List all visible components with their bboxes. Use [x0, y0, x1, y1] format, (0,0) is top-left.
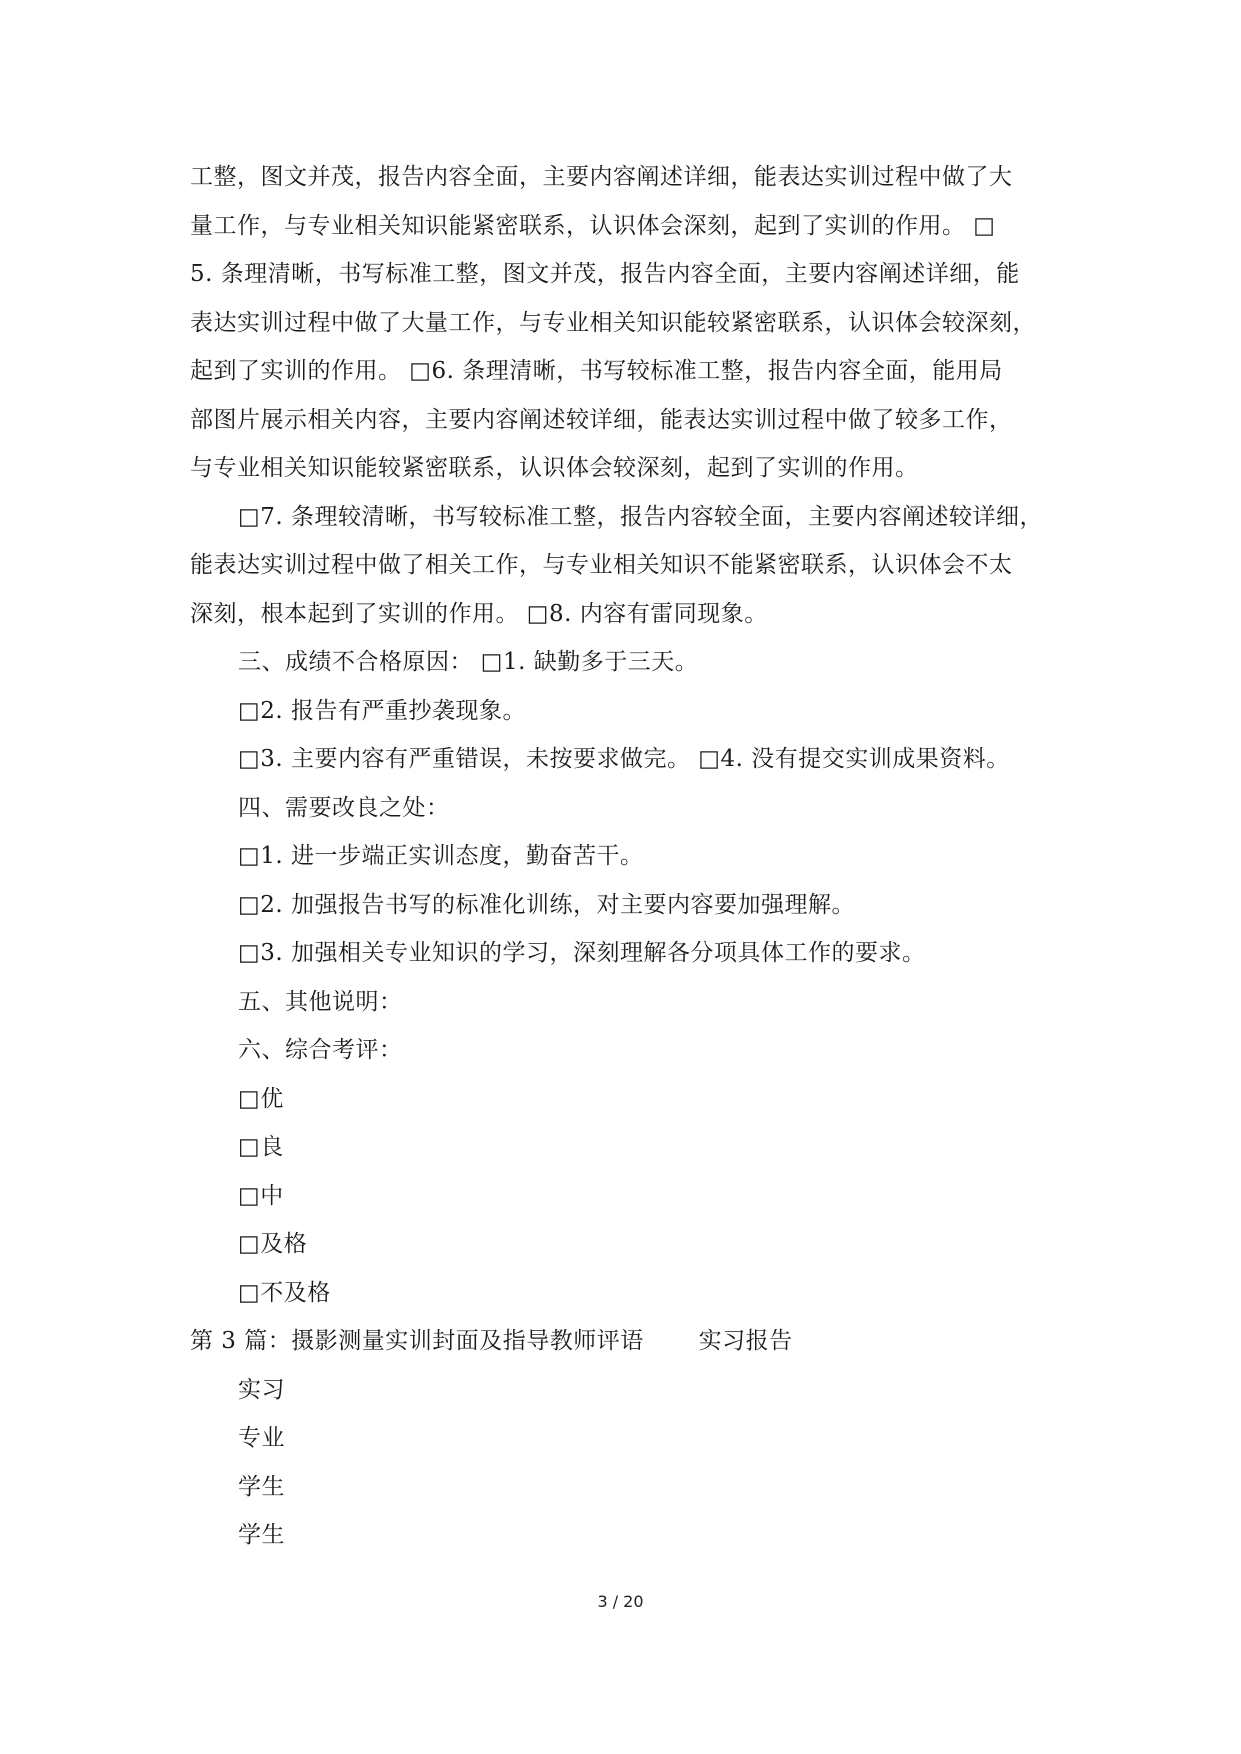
- text-line: 学生: [238, 1473, 285, 1500]
- text-line: 深刻，根本起到了实训的作用。 □8. 内容有雷同现象。: [190, 600, 768, 627]
- text-line: 专业: [238, 1425, 285, 1451]
- text-line: □优: [238, 1085, 284, 1112]
- text-line: 工整，图文并茂，报告内容全面，主要内容阐述详细，能表达实训过程中做了大: [190, 164, 1013, 190]
- text-line: □不及格: [238, 1279, 331, 1306]
- text-line: 5. 条理清晰，书写标准工整，图文并茂，报告内容全面，主要内容阐述详细，能: [190, 261, 1020, 287]
- text-line: 五、其他说明：: [238, 988, 403, 1015]
- text-line: □良: [238, 1134, 284, 1160]
- text-line: □3. 加强相关专业知识的学习，深刻理解各分项具体工作的要求。: [238, 940, 926, 966]
- text-line: 学生: [238, 1522, 285, 1548]
- text-line: 与专业相关知识能较紧密联系，认识体会较深刻，起到了实训的作用。: [190, 455, 919, 481]
- text-line: 部图片展示相关内容，主要内容阐述较详细，能表达实训过程中做了较多工作，: [190, 406, 1013, 433]
- text-line: □及格: [238, 1231, 308, 1257]
- text-line: 能表达实训过程中做了相关工作，与专业相关知识不能紧密联系，认识体会不太: [190, 552, 1013, 578]
- text-line: 实习: [238, 1376, 285, 1403]
- text-line: 表达实训过程中做了大量工作，与专业相关知识能较紧密联系，认识体会较深刻，: [190, 309, 1036, 336]
- text-line: 三、成绩不合格原因： □1. 缺勤多于三天。: [238, 649, 699, 675]
- text-line: 四、需要改良之处：: [238, 794, 450, 821]
- text-line: □3. 主要内容有严重错误，未按要求做完。 □4. 没有提交实训成果资料。: [238, 746, 1010, 772]
- text-line: 第 3 篇：摄影测量实训封面及指导教师评语 实习报告: [190, 1328, 793, 1354]
- text-line: □1. 进一步端正实训态度，勤奋苦干。: [238, 843, 644, 869]
- text-line: □2. 报告有严重抄袭现象。: [238, 697, 526, 724]
- text-line: 六、综合考评：: [238, 1037, 403, 1063]
- text-line: □中: [238, 1182, 284, 1209]
- text-line: □2. 加强报告书写的标准化训练，对主要内容要加强理解。: [238, 891, 855, 918]
- page-number: 3 / 20: [597, 1592, 644, 1611]
- document-body: [190, 153, 1080, 1560]
- text-line: □7. 条理较清晰，书写较标准工整，报告内容较全面，主要内容阐述较详细，: [238, 503, 1043, 530]
- text-line: 起到了实训的作用。 □6. 条理清晰，书写较标准工整，报告内容全面，能用局: [190, 358, 1003, 384]
- text-line: 量工作，与专业相关知识能紧密联系，认识体会深刻，起到了实训的作用。 □: [190, 212, 996, 239]
